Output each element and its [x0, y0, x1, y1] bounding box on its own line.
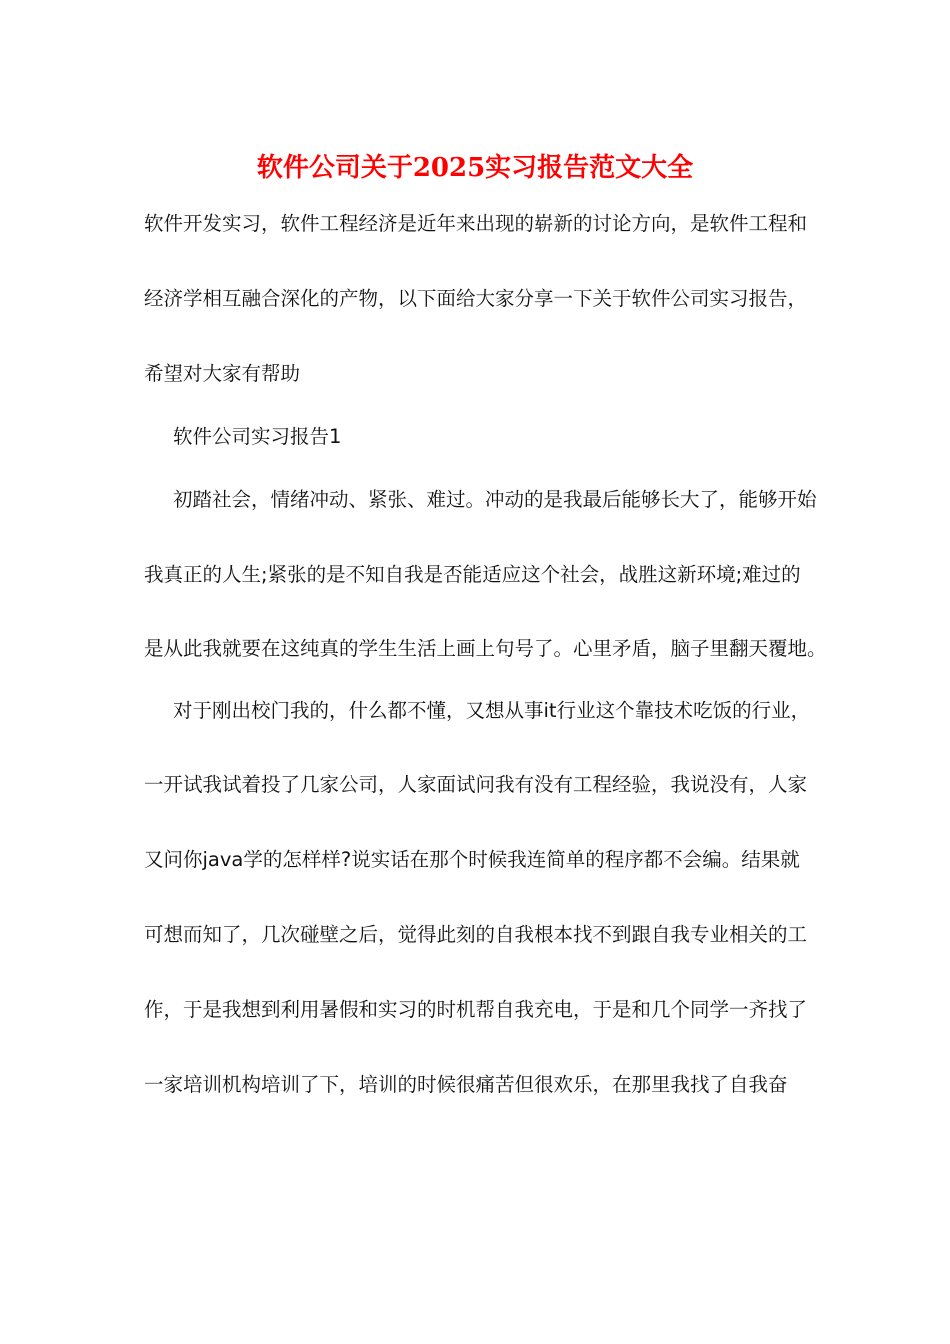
paragraph-line: 我真正的人生;紧张的是不知自我是否能适应这个社会，战胜这新环境;难过的: [144, 563, 801, 586]
document-title: 软件公司关于2025实习报告范文大全: [256, 153, 694, 183]
paragraph-line: 可想而知了，几次碰壁之后，觉得此刻的自我根本找不到跟自我专业相关的工: [144, 923, 808, 946]
section-heading: 软件公司实习报告1: [173, 425, 342, 448]
paragraph-line: 又问你java学的怎样样?说实话在那个时候我连简单的程序都不会编。结果就: [144, 848, 800, 871]
paragraph-line: 希望对大家有帮助: [144, 362, 301, 385]
paragraph-line: 初踏社会，情绪冲动、紧张、难过。冲动的是我最后能够长大了，能够开始: [173, 488, 817, 511]
paragraph-line: 是从此我就要在这纯真的学生生活上画上句号了。心里矛盾，脑子里翻天覆地。: [144, 637, 827, 660]
paragraph-line: 一开试我试着投了几家公司，人家面试问我有没有工程经验，我说没有，人家: [144, 773, 808, 796]
paragraph-line: 一家培训机构培训了下，培训的时候很痛苦但很欢乐，在那里我找了自我奋: [144, 1073, 788, 1096]
paragraph-line: 软件开发实习，软件工程经济是近年来出现的崭新的讨论方向，是软件工程和: [144, 212, 808, 235]
paragraph-line: 对于刚出校门我的，什么都不懂，又想从事it行业这个靠技术吃饭的行业，: [173, 699, 811, 722]
paragraph-line: 作，于是我想到利用暑假和实习的时机帮自我充电，于是和几个同学一齐找了: [144, 998, 808, 1021]
paragraph-line: 经济学相互融合深化的产物，以下面给大家分享一下关于软件公司实习报告，: [144, 287, 808, 310]
